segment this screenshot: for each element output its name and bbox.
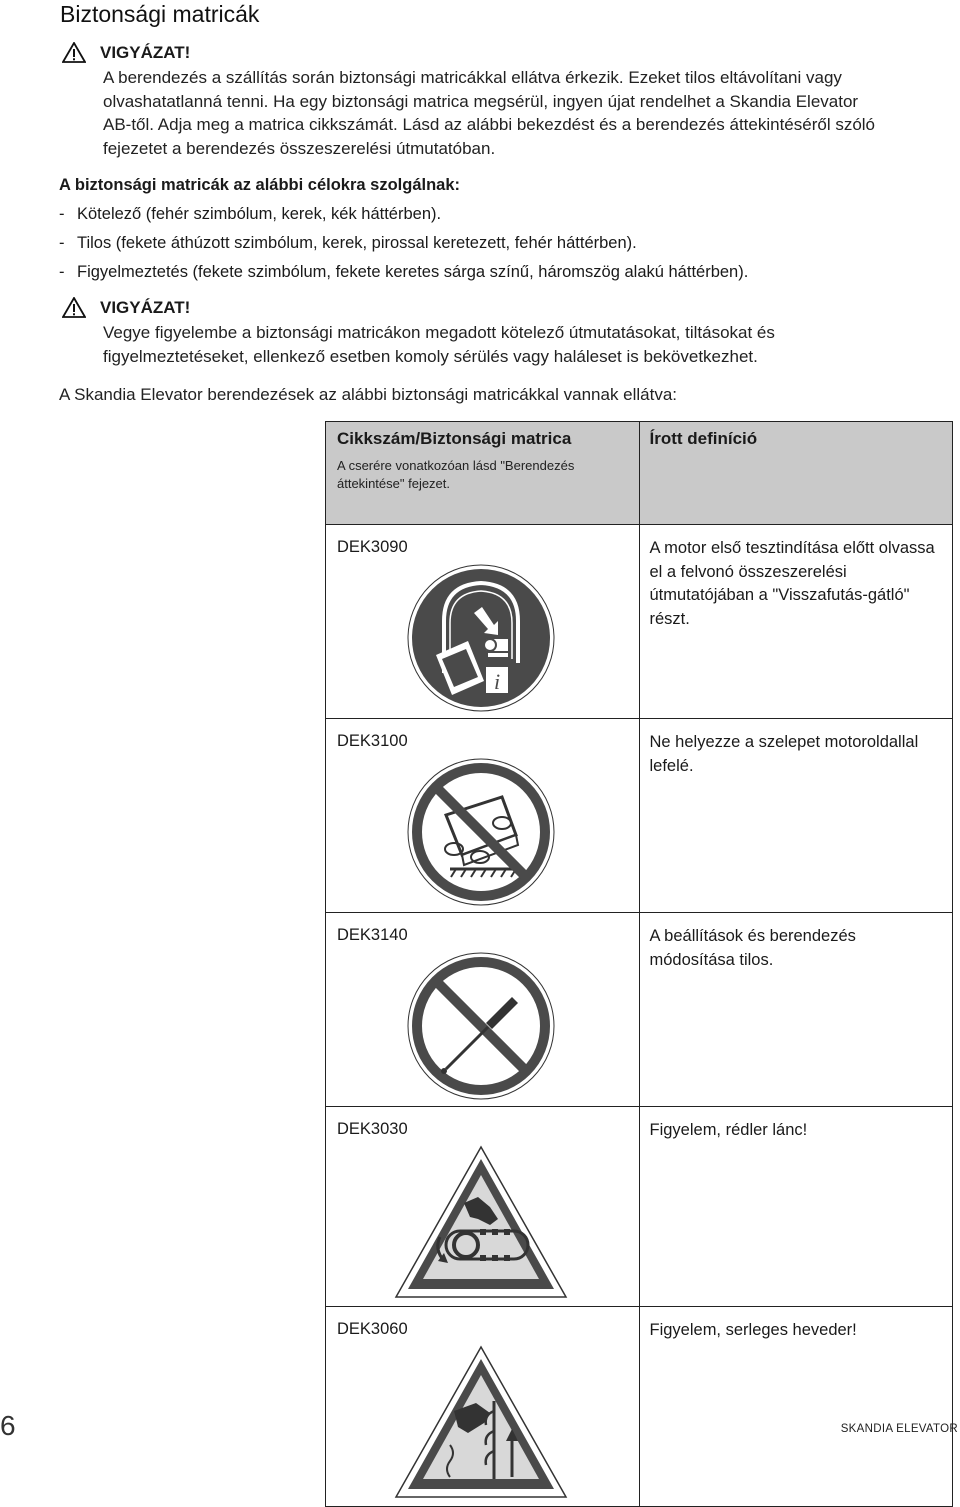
intro-text: A Skandia Elevator berendezések az alábbi biztonsági matricákkal vannak ellátva: — [59, 385, 678, 404]
sticker-code: DEK3060 — [337, 1320, 408, 1338]
table-row — [326, 719, 953, 913]
warning-line: olvashatatlanná tenni. Ha egy biztonsági matrica megsérül, ingyen újat rendelhet a Skandia Elevator — [103, 91, 859, 111]
table-row — [326, 1107, 953, 1307]
sticker-code: DEK3100 — [337, 732, 408, 750]
mandatory-read-manual-icon — [406, 563, 556, 713]
warning-line: AB-től. Adja meg a matrica cikkszámát. Lásd az alábbi bekezdést és a berendezés áttekintéséről szóló — [103, 115, 876, 134]
warning-triangle-icon — [62, 42, 86, 63]
sticker-definition: A motor első tesztindítása előtt olvassa el a felvonó összeszerelési útmutatójában a "Visszafutás-gátló" részt. — [649, 539, 935, 628]
warning-line: fejezetet a berendezés összeszerelési útmutatóban. — [103, 138, 496, 158]
warning-text — [103, 321, 775, 368]
sticker-table — [325, 421, 953, 1507]
prohibited-adjustment-screwdriver-icon — [406, 951, 556, 1101]
table-header-left — [326, 422, 640, 525]
table-row — [326, 913, 953, 1107]
prohibited-valve-motor-down-icon — [406, 757, 556, 907]
warning-line: Vegye figyelembe a biztonsági matricákon megadott kötelező útmutatásokat, tiltásokat és — [103, 323, 775, 342]
header-note: A cserére vonatkozóan lásd "Berendezés áttekintése" fejezet. — [337, 458, 575, 491]
table-header-right — [639, 422, 953, 525]
brand-footer: SKANDIA ELEVATOR — [840, 1423, 958, 1435]
warning-line: figyelmeztetéseket, ellenkező esetben komoly sérülés vagy haláleset is bekövetkezhet. — [103, 346, 758, 366]
page-title: Biztonsági matricák — [60, 1, 260, 27]
warning-heading — [62, 297, 190, 318]
table-row — [326, 1307, 953, 1507]
table-row — [326, 525, 953, 719]
sticker-definition: A beállítások és berendezés módosítása tilos. — [649, 927, 856, 969]
warning-label: VIGYÁZAT! — [100, 297, 191, 317]
warning-chain-conveyor-icon — [394, 1145, 568, 1301]
sticker-definition: Ne helyezze a szelepet motoroldallal lefelé. — [649, 733, 919, 775]
purposes-heading: A biztonsági matricák az alábbi célokra szolgálnak: — [59, 176, 461, 194]
sticker-code: DEK3140 — [337, 926, 408, 944]
sticker-definition: Figyelem, rédler lánc! — [649, 1121, 808, 1139]
warning-triangle-icon — [62, 297, 86, 318]
warning-text — [103, 66, 875, 160]
svg-text:i: i — [493, 669, 501, 694]
sticker-code: DEK3030 — [337, 1120, 408, 1138]
page-number: 6 — [0, 1410, 16, 1441]
purpose-item: - Tilos (fekete áthúzott szimbólum, kerek, pirossal keretezett, fehér háttérben). — [59, 234, 637, 252]
purpose-item: - Kötelező (fehér szimbólum, kerek, kék háttérben). — [59, 205, 442, 223]
warning-heading — [62, 42, 190, 63]
header-definition-label: Írott definíció — [649, 429, 758, 448]
header-code-label: Cikkszám/Biztonsági matrica — [337, 429, 572, 448]
warning-line: A berendezés a szállítás során biztonsági matricákkal ellátva érkezik. Ezeket tilos eltávolítani vagy — [103, 68, 842, 87]
sticker-code: DEK3090 — [337, 538, 408, 556]
warning-label: VIGYÁZAT! — [100, 42, 191, 62]
purpose-item: - Figyelmeztetés (fekete szimbólum, fekete keretes sárga színű, háromszög alakú háttérben). — [59, 263, 749, 281]
sticker-definition: Figyelem, serleges heveder! — [649, 1321, 857, 1339]
warning-bucket-belt-icon — [394, 1345, 568, 1501]
